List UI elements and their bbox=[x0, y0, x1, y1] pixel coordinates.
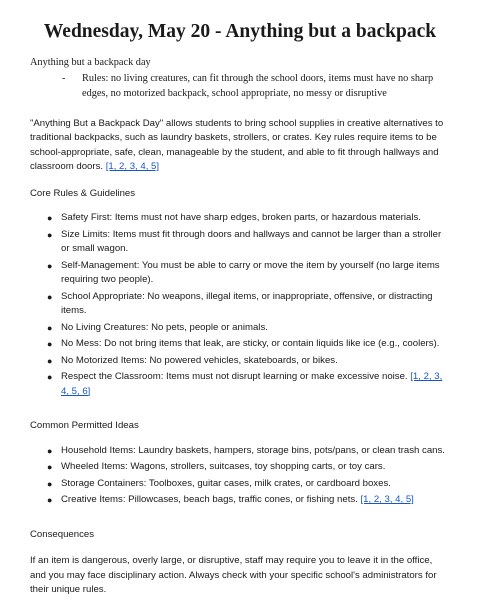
list-item bbox=[30, 211, 450, 225]
bullet-icon: ● bbox=[47, 495, 53, 506]
list-item-text: Household Items: Laundry baskets, hampers, storage bins, pots/pans, or clean trash cans. bbox=[61, 444, 445, 456]
bullet-icon: ● bbox=[47, 322, 53, 333]
list-item bbox=[30, 354, 450, 368]
list-item-text: Storage Containers: Toolboxes, guitar cases, milk crates, or cardboard boxes. bbox=[61, 477, 391, 489]
dash-marker: - bbox=[62, 73, 66, 84]
list-item bbox=[30, 493, 450, 507]
list-item-text: School Appropriate: No weapons, illegal items, or inappropriate, offensive, or distracting items. bbox=[61, 290, 433, 317]
bullet-icon: ● bbox=[47, 229, 53, 240]
summary-text: "Anything But a Backpack Day" allows students to bring school supplies in creative alternatives to traditional backpacks, such as laundry baskets, strollers, or crates. Key rules require items to be school-appropriate, safe, clean, manageable by the student, and able to fit through hallways and classroom doors. bbox=[30, 118, 444, 173]
bullet-icon: ● bbox=[47, 445, 53, 456]
ideas-list bbox=[30, 444, 450, 508]
bullet-icon: ● bbox=[47, 355, 53, 366]
list-item bbox=[30, 290, 450, 319]
summary-paragraph bbox=[30, 117, 450, 175]
list-item-text: Creative Items: Pillowcases, beach bags, traffic cones, or fishing nets. bbox=[61, 494, 358, 506]
summary-citation-link[interactable]: [1, 2, 3, 4, 5] bbox=[105, 161, 160, 173]
citation-link[interactable]: [1, 2, 3, 4, 5, 6] bbox=[61, 371, 443, 397]
list-item bbox=[30, 477, 450, 491]
bullet-icon: ● bbox=[47, 372, 53, 383]
core-rules-heading: Core Rules & Guidelines bbox=[30, 187, 136, 199]
intro-line: Anything but a backpack day bbox=[30, 57, 151, 68]
list-item bbox=[30, 259, 450, 288]
bullet-icon: ● bbox=[47, 213, 53, 224]
list-item-text: No Living Creatures: No pets, people or animals. bbox=[61, 321, 268, 333]
intro-notes bbox=[30, 55, 450, 101]
bullet-icon: ● bbox=[47, 462, 53, 473]
list-item-text: Respect the Classroom: Items must not disrupt learning or make excessive noise. bbox=[61, 371, 408, 383]
list-item-text: Safety First: Items must not have sharp edges, broken parts, or hazardous materials. bbox=[61, 212, 421, 224]
list-item bbox=[30, 321, 450, 335]
intro-rules-text: Rules: no living creatures, can fit through the school doors, items must have no sharp edges, no motorized backpack, school appropriate, no messy or disruptive bbox=[82, 73, 434, 99]
intro-rules-row bbox=[62, 71, 450, 101]
consequences-heading: Consequences bbox=[30, 528, 95, 540]
list-item bbox=[30, 337, 450, 351]
bullet-icon: ● bbox=[47, 339, 53, 350]
ideas-heading: Common Permitted Ideas bbox=[30, 420, 139, 432]
list-item-text: Size Limits: Items must fit through doors and hallways and cannot be larger than a stroller or small wagon. bbox=[61, 228, 442, 255]
list-item bbox=[30, 228, 450, 257]
bullet-icon: ● bbox=[47, 478, 53, 489]
list-item-text: No Mess: Do not bring items that leak, are sticky, or contain liquids like ice (e.g., coolers). bbox=[61, 338, 440, 350]
list-item-text: No Motorized Items: No powered vehicles, skateboards, or bikes. bbox=[61, 354, 338, 366]
bullet-icon: ● bbox=[47, 291, 53, 302]
list-item bbox=[30, 460, 450, 474]
citation-link[interactable]: [1, 2, 3, 4, 5] bbox=[360, 494, 414, 506]
page-title: Wednesday, May 20 - Anything but a backpack bbox=[43, 21, 437, 42]
list-item-text: Wheeled Items: Wagons, strollers, suitcases, toy shopping carts, or toy cars. bbox=[61, 461, 386, 473]
bullet-icon: ● bbox=[47, 260, 53, 271]
list-item-text: Self-Management: You must be able to carry or move the item by yourself (no large items requiring two people). bbox=[61, 259, 440, 286]
consequences-text: If an item is dangerous, overly large, or disruptive, staff may require you to leave it in the office, and you may face disciplinary action. Always check with your specific school's administrators for their unique rules. bbox=[30, 555, 437, 596]
list-item bbox=[30, 444, 450, 458]
list-item bbox=[30, 370, 450, 399]
core-rules-list bbox=[30, 211, 450, 399]
